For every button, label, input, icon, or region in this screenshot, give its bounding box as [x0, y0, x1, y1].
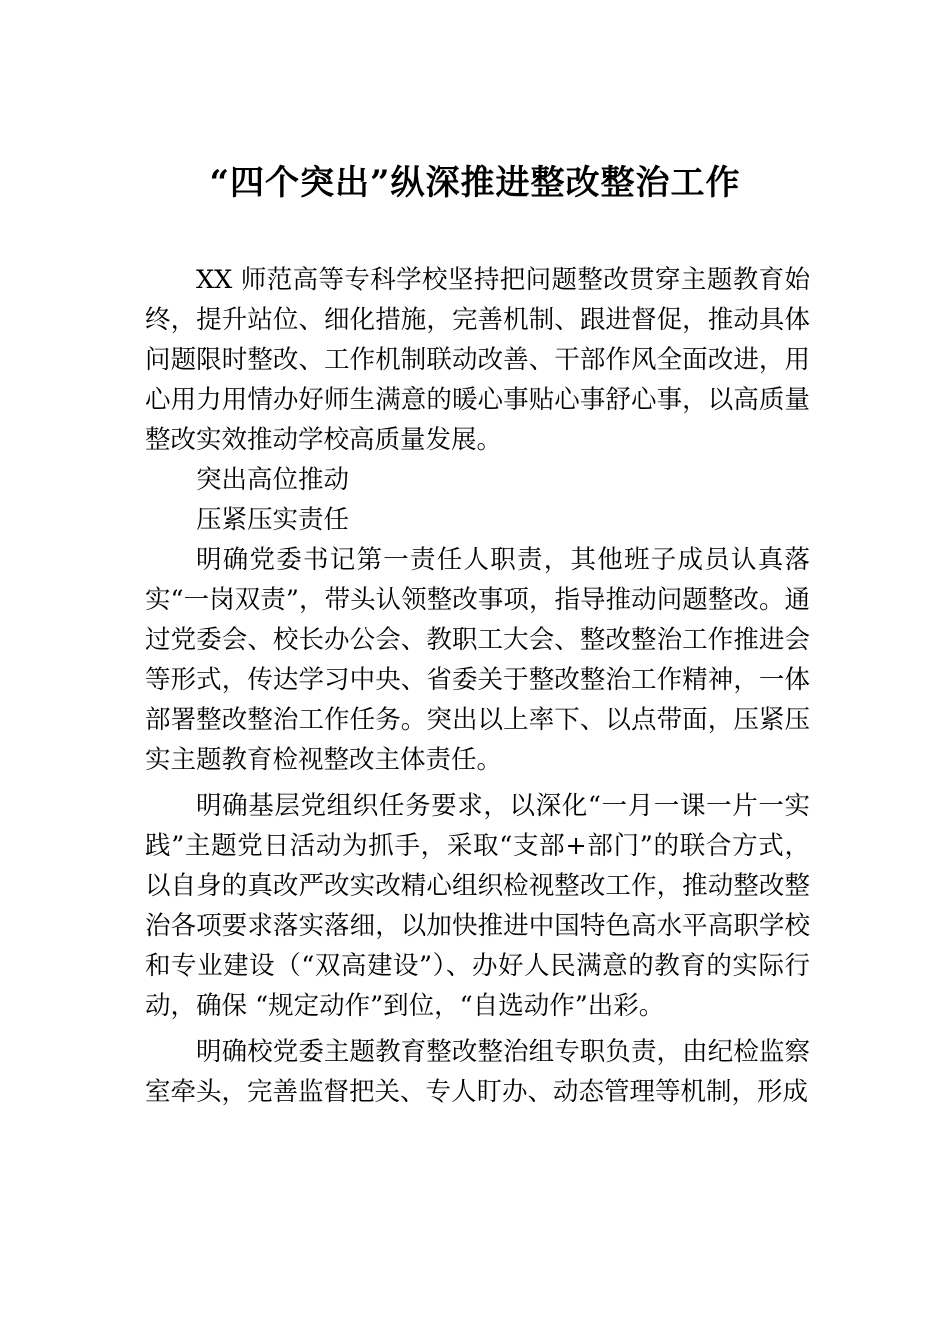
intro-paragraph: XX 师范高等专科学校坚持把问题整改贯穿主题教育始终，提升站位、细化措施，完善机制、跟进督促，推动具体问题限时整改、工作机制联动改善、干部作风全面改进，用心用力用情办好师生满意的暖心事贴心事舒心事，以高质量整改实效推动学校高质量发展。 [145, 265, 810, 455]
document-body [145, 260, 810, 1112]
section-heading: 突出高位推动 [196, 465, 350, 495]
subsection-heading: 压紧压实责任 [196, 505, 350, 535]
body-paragraph-1: 明确党委书记第一责任人职责，其他班子成员认真落实“一岗双责”，带头认领整改事项，指导推动问题整改。通过党委会、校长办公会、教职工大会、整改整治工作推进会等形式，传达学习中央、省委关于整改整治工作精神，一体部署整改整治工作任务。突出以上率下、以点带面，压紧压实主题教育检视整改主体责任。 [145, 545, 810, 775]
body-paragraph-3: 明确校党委主题教育整改整治组专职负责，由纪检监察室牵头，完善监督把关、专人盯办、动态管理等机制，形成 [145, 1037, 810, 1107]
body-paragraph-2: 明确基层党组织任务要求，以深化“一月一课一片一实践”主题党日活动为抓手，采取“支部+部门”的联合方式，以自身的真改严改实改精心组织检视整改工作，推动整改整治各项要求落实落细，以加快推进中国特色高水平高职学校和专业建设（“双高建设”）、办好人民满意的教育的实际行动，确保 “规定动作”到位，“自选动作”出彩。 [145, 791, 810, 1021]
document-title: “四个突出”纵深推进整改整治工作 [209, 163, 741, 203]
